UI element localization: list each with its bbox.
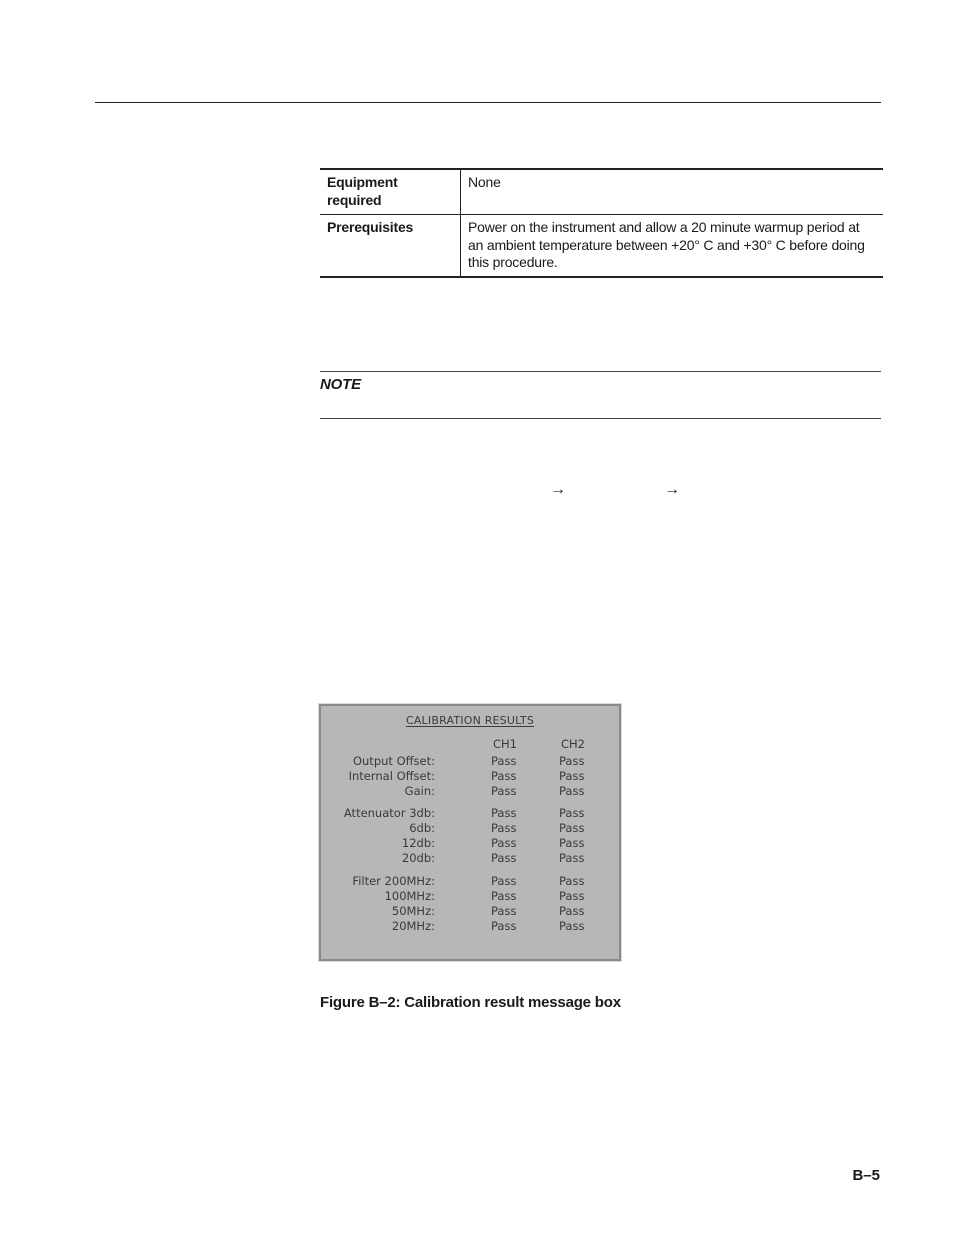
result-label: Internal Offset:	[348, 769, 435, 783]
table-row	[320, 215, 883, 277]
calibration-results-box	[319, 704, 621, 961]
ch2-result: Pass	[559, 889, 585, 903]
result-label: Attenuator 3db:	[343, 806, 435, 820]
result-label: 20db:	[401, 851, 435, 865]
result-label: 100MHz:	[384, 889, 435, 903]
ch2-result: Pass	[559, 836, 585, 850]
result-row	[321, 889, 619, 904]
result-row	[321, 769, 619, 784]
prerequisites-label: Prerequisites	[320, 215, 461, 277]
ch2-result: Pass	[559, 919, 585, 933]
figure-caption: Figure B–2: Calibration result message box	[320, 994, 621, 1011]
result-label: 20MHz:	[391, 919, 435, 933]
ch2-result: Pass	[559, 784, 585, 798]
ch1-result: Pass	[491, 889, 517, 903]
ch2-result: Pass	[559, 874, 585, 888]
note-top-rule	[320, 371, 881, 372]
ch1-header: CH1	[493, 737, 517, 751]
ch2-result: Pass	[559, 806, 585, 820]
result-label: 6db:	[409, 821, 435, 835]
table-row	[320, 169, 883, 215]
ch2-result: Pass	[559, 904, 585, 918]
ch1-result: Pass	[491, 806, 517, 820]
page-number: B–5	[852, 1167, 880, 1184]
ch2-result: Pass	[559, 769, 585, 783]
ch1-result: Pass	[491, 784, 517, 798]
result-row	[321, 836, 619, 851]
ch1-result: Pass	[491, 919, 517, 933]
result-row	[321, 904, 619, 919]
header-rule	[95, 102, 881, 103]
arrow-icon: →	[664, 481, 680, 498]
note-label: NOTE	[320, 376, 361, 393]
ch1-result: Pass	[491, 821, 517, 835]
ch1-result: Pass	[491, 851, 517, 865]
prerequisites-value: Power on the instrument and allow a 20 minute warmup period at an ambient temperature between +20° C and +30° C before doing this procedure.	[461, 215, 884, 277]
ch2-result: Pass	[559, 851, 585, 865]
result-row	[321, 874, 619, 889]
result-label: Filter 200MHz:	[352, 874, 435, 888]
result-label: Output Offset:	[352, 754, 435, 768]
ch1-result: Pass	[491, 874, 517, 888]
ch1-result: Pass	[491, 904, 517, 918]
result-row	[321, 754, 619, 769]
calibration-title: CALIBRATION RESULTS	[405, 714, 535, 727]
ch2-result: Pass	[559, 754, 585, 768]
ch1-result: Pass	[491, 836, 517, 850]
result-label: 12db:	[401, 836, 435, 850]
arrow-icon: →	[550, 481, 566, 498]
result-row	[321, 851, 619, 866]
ch2-header: CH2	[561, 737, 585, 751]
ch2-result: Pass	[559, 821, 585, 835]
requirements-table	[320, 168, 883, 278]
result-label: Gain:	[404, 784, 435, 798]
result-label: 50MHz:	[391, 904, 435, 918]
equipment-required-value: None	[461, 169, 884, 215]
equipment-required-label: Equipment required	[320, 169, 461, 215]
result-row	[321, 806, 619, 821]
result-row	[321, 919, 619, 934]
result-row	[321, 784, 619, 799]
result-row	[321, 821, 619, 836]
ch1-result: Pass	[491, 769, 517, 783]
ch1-result: Pass	[491, 754, 517, 768]
note-bottom-rule	[320, 418, 881, 419]
